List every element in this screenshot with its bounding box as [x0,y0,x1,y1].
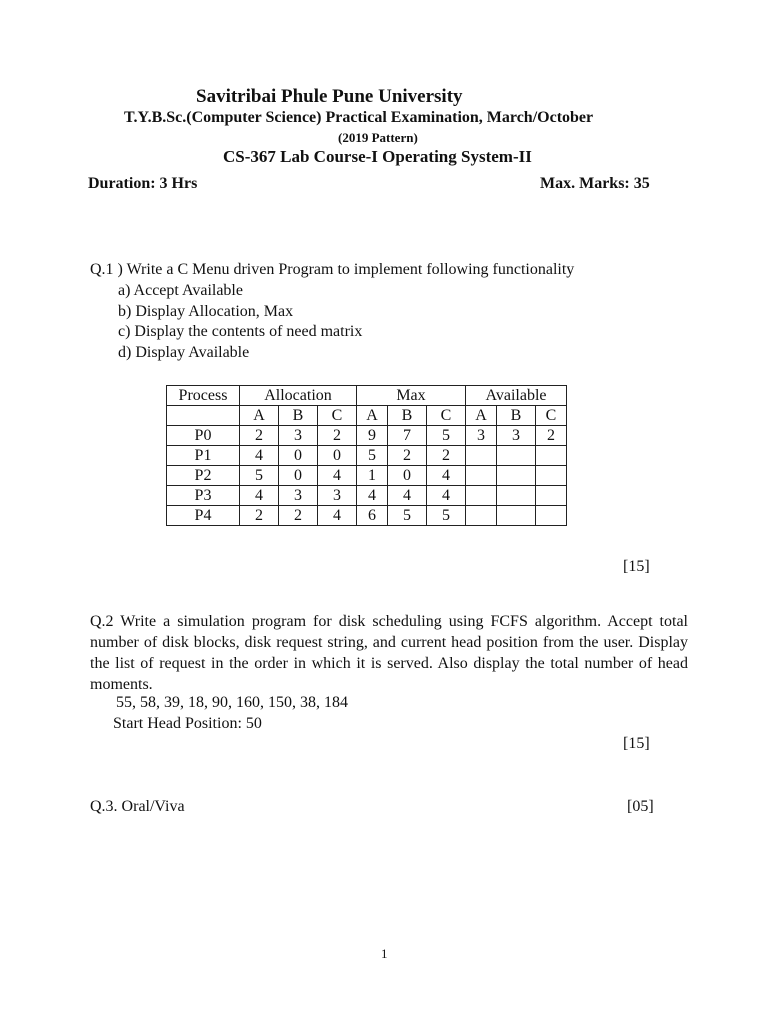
sub-header-cell: B [279,406,318,426]
process-cell: P1 [167,446,240,466]
question-2-marks: [15] [623,735,650,752]
available-cell [466,466,497,486]
available-cell [466,446,497,466]
max-cell: 9 [357,426,388,446]
max-cell: 7 [388,426,427,446]
question-1-text: Q.1 ) Write a C Menu driven Program to implement following functionality [90,261,575,278]
allocation-cell: 4 [240,486,279,506]
available-cell [536,506,567,526]
available-cell [497,466,536,486]
max-cell: 4 [427,466,466,486]
header-process: Process [167,386,240,406]
question-2-text: Q.2 Write a simulation program for disk scheduling using FCFS algorithm. Accept total number of disk blocks, disk request string, and current head position from the user. Display the list of request in the order in which it is served. Also display the total number of head moments. [90,613,688,693]
allocation-cell: 2 [279,506,318,526]
question-1-option: c) Display the contents of need matrix [118,323,363,340]
max-cell: 2 [427,446,466,466]
table-subheader-row [167,406,567,426]
course-title: CS-367 Lab Course-I Operating System-II [223,147,532,166]
max-cell: 1 [357,466,388,486]
question-1-option: a) Accept Available [118,282,243,299]
available-cell [536,486,567,506]
max-cell: 5 [427,506,466,526]
exam-title: T.Y.B.Sc.(Computer Science) Practical Examination, March/October [124,109,594,126]
table-cell [167,406,240,426]
sub-header-cell: B [497,406,536,426]
allocation-cell: 2 [318,426,357,446]
page-number: 1 [381,946,388,961]
table-row [167,506,567,526]
question-3-text: Q.3. Oral/Viva [90,798,185,815]
sub-header-cell: C [318,406,357,426]
sub-header-cell: A [466,406,497,426]
max-cell: 4 [388,486,427,506]
max-cell: 4 [357,486,388,506]
header-max: Max [357,386,466,406]
available-cell [497,506,536,526]
available-cell: 3 [497,426,536,446]
available-cell [536,466,567,486]
allocation-cell: 2 [240,506,279,526]
max-cell: 4 [427,486,466,506]
available-cell [497,446,536,466]
header-available: Available [466,386,567,406]
pattern-label: (2019 Pattern) [338,130,418,145]
disk-request-string: 55, 58, 39, 18, 90, 160, 150, 38, 184 [116,694,348,711]
table-header-row [167,386,567,406]
header-allocation: Allocation [240,386,357,406]
process-cell: P4 [167,506,240,526]
allocation-cell: 4 [318,466,357,486]
process-cell: P0 [167,426,240,446]
max-cell: 0 [388,466,427,486]
available-cell: 2 [536,426,567,446]
resource-table [166,385,567,526]
available-cell [497,486,536,506]
available-cell [536,446,567,466]
process-cell: P3 [167,486,240,506]
max-cell: 2 [388,446,427,466]
allocation-cell: 2 [240,426,279,446]
allocation-cell: 5 [240,466,279,486]
allocation-cell: 3 [279,426,318,446]
table-row [167,466,567,486]
max-cell: 6 [357,506,388,526]
allocation-cell: 0 [279,466,318,486]
max-cell: 5 [388,506,427,526]
question-1-marks: [15] [623,558,650,575]
question-1-option: b) Display Allocation, Max [118,303,294,320]
table-row [167,486,567,506]
duration-label: Duration: 3 Hrs [88,175,198,192]
available-cell [466,486,497,506]
max-cell: 5 [357,446,388,466]
sub-header-cell: C [536,406,567,426]
allocation-cell: 0 [279,446,318,466]
allocation-cell: 3 [318,486,357,506]
table-row [167,426,567,446]
table-row [167,446,567,466]
question-1-option: d) Display Available [118,344,250,361]
sub-header-cell: C [427,406,466,426]
process-cell: P2 [167,466,240,486]
available-cell: 3 [466,426,497,446]
question-3-marks: [05] [627,798,654,815]
university-name: Savitribai Phule Pune University [196,86,463,107]
max-marks-label: Max. Marks: 35 [540,175,650,192]
sub-header-cell: B [388,406,427,426]
allocation-cell: 4 [318,506,357,526]
start-head-position: Start Head Position: 50 [113,715,262,732]
sub-header-cell: A [357,406,388,426]
available-cell [466,506,497,526]
allocation-cell: 3 [279,486,318,506]
max-cell: 5 [427,426,466,446]
allocation-cell: 4 [240,446,279,466]
allocation-cell: 0 [318,446,357,466]
sub-header-cell: A [240,406,279,426]
